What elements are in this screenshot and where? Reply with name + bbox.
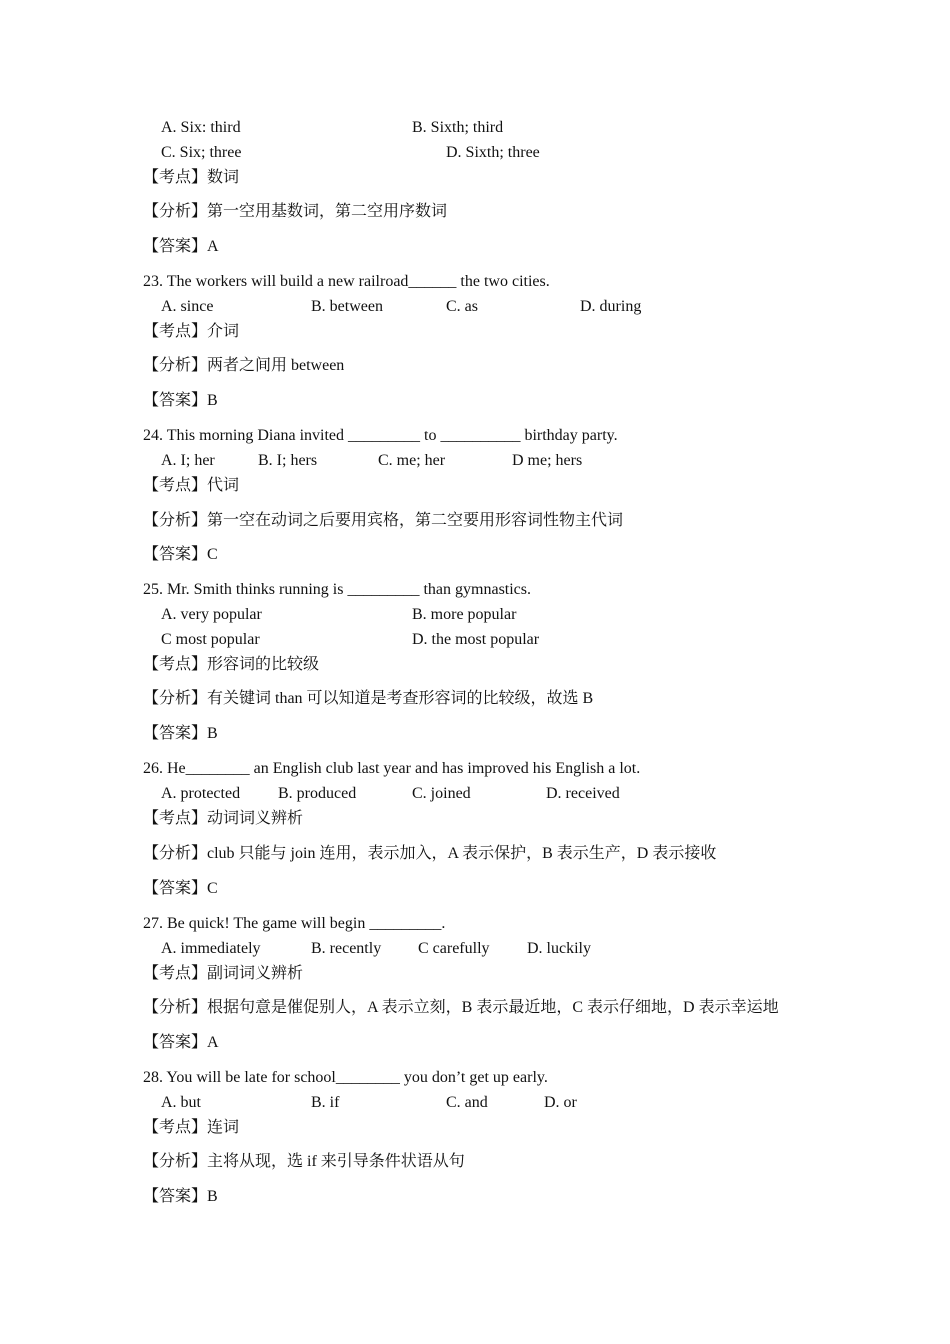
option-d: D. received <box>546 785 620 802</box>
option-b: B. Sixth; third <box>412 119 504 136</box>
option-a: A. very popular <box>161 606 262 623</box>
option-c: C most popular <box>161 631 260 648</box>
option-d: D. luckily <box>527 940 591 957</box>
answer-label: 【答案】B <box>143 392 218 409</box>
option-b: B. more popular <box>412 606 517 623</box>
option-c: C. me; her <box>378 452 446 469</box>
fenxi-label: 【分析】主将从现，选 if 来引导条件状语从句 <box>143 1153 465 1170</box>
option-a: A. immediately <box>161 940 261 957</box>
kaodian-label: 【考点】数词 <box>143 169 240 186</box>
kaodian-label: 【考点】连词 <box>143 1119 240 1136</box>
option-d: D. or <box>544 1094 577 1111</box>
kaodian-label: 【考点】动词词义辨析 <box>143 810 304 827</box>
option-a: A. protected <box>161 785 241 802</box>
option-a: A. I; her <box>161 452 215 469</box>
option-b: B. produced <box>278 785 357 802</box>
option-a: A. Six: third <box>161 119 241 136</box>
question-text: 28. You will be late for school________ you don’t get up early. <box>143 1069 548 1086</box>
fenxi-label: 【分析】根据句意是催促别人，A 表示立刻，B 表示最近地，C 表示仔细地，D 表示幸运地 <box>143 999 779 1016</box>
answer-label: 【答案】C <box>143 880 218 897</box>
option-b: B. recently <box>311 940 382 957</box>
option-d: D. Sixth; three <box>446 144 540 161</box>
option-b: B. between <box>311 298 383 315</box>
option-c: C. joined <box>412 785 471 802</box>
option-c: C carefully <box>418 940 490 957</box>
option-d: D. during <box>580 298 642 315</box>
kaodian-label: 【考点】副词词义辨析 <box>143 965 304 982</box>
option-c: C. Six; three <box>161 144 242 161</box>
kaodian-label: 【考点】介词 <box>143 323 240 340</box>
answer-label: 【答案】A <box>143 1034 219 1051</box>
option-b: B. I; hers <box>258 452 318 469</box>
question-text: 24. This morning Diana invited _________ to __________ birthday party. <box>143 427 618 444</box>
fenxi-label: 【分析】第一空用基数词，第二空用序数词 <box>143 203 448 220</box>
option-a: A. but <box>161 1094 201 1111</box>
question-text: 27. Be quick! The game will begin _________. <box>143 915 446 932</box>
option-d: D. the most popular <box>412 631 540 648</box>
kaodian-label: 【考点】代词 <box>143 477 240 494</box>
answer-label: 【答案】C <box>143 546 218 563</box>
option-a: A. since <box>161 298 214 315</box>
answer-label: 【答案】A <box>143 238 219 255</box>
option-b: B. if <box>311 1094 340 1111</box>
option-c: C. as <box>446 298 478 315</box>
fenxi-label: 【分析】两者之间用 between <box>143 357 345 374</box>
answer-label: 【答案】B <box>143 1188 218 1205</box>
question-text: 26. He________ an English club last year and has improved his English a lot. <box>143 760 641 777</box>
fenxi-label: 【分析】有关键词 than 可以知道是考查形容词的比较级，故选 B <box>143 690 594 707</box>
kaodian-label: 【考点】形容词的比较级 <box>143 656 320 673</box>
question-text: 25. Mr. Smith thinks running is _________ than gymnastics. <box>143 581 532 598</box>
option-d: D me; hers <box>512 452 583 469</box>
question-text: 23. The workers will build a new railroad______ the two cities. <box>143 273 550 290</box>
fenxi-label: 【分析】club 只能与 join 连用，表示加入，A 表示保护，B 表示生产，D 表示接收 <box>143 845 717 862</box>
fenxi-label: 【分析】第一空在动词之后要用宾格，第二空要用形容词性物主代词 <box>143 512 624 529</box>
option-c: C. and <box>446 1094 488 1111</box>
answer-label: 【答案】B <box>143 725 218 742</box>
